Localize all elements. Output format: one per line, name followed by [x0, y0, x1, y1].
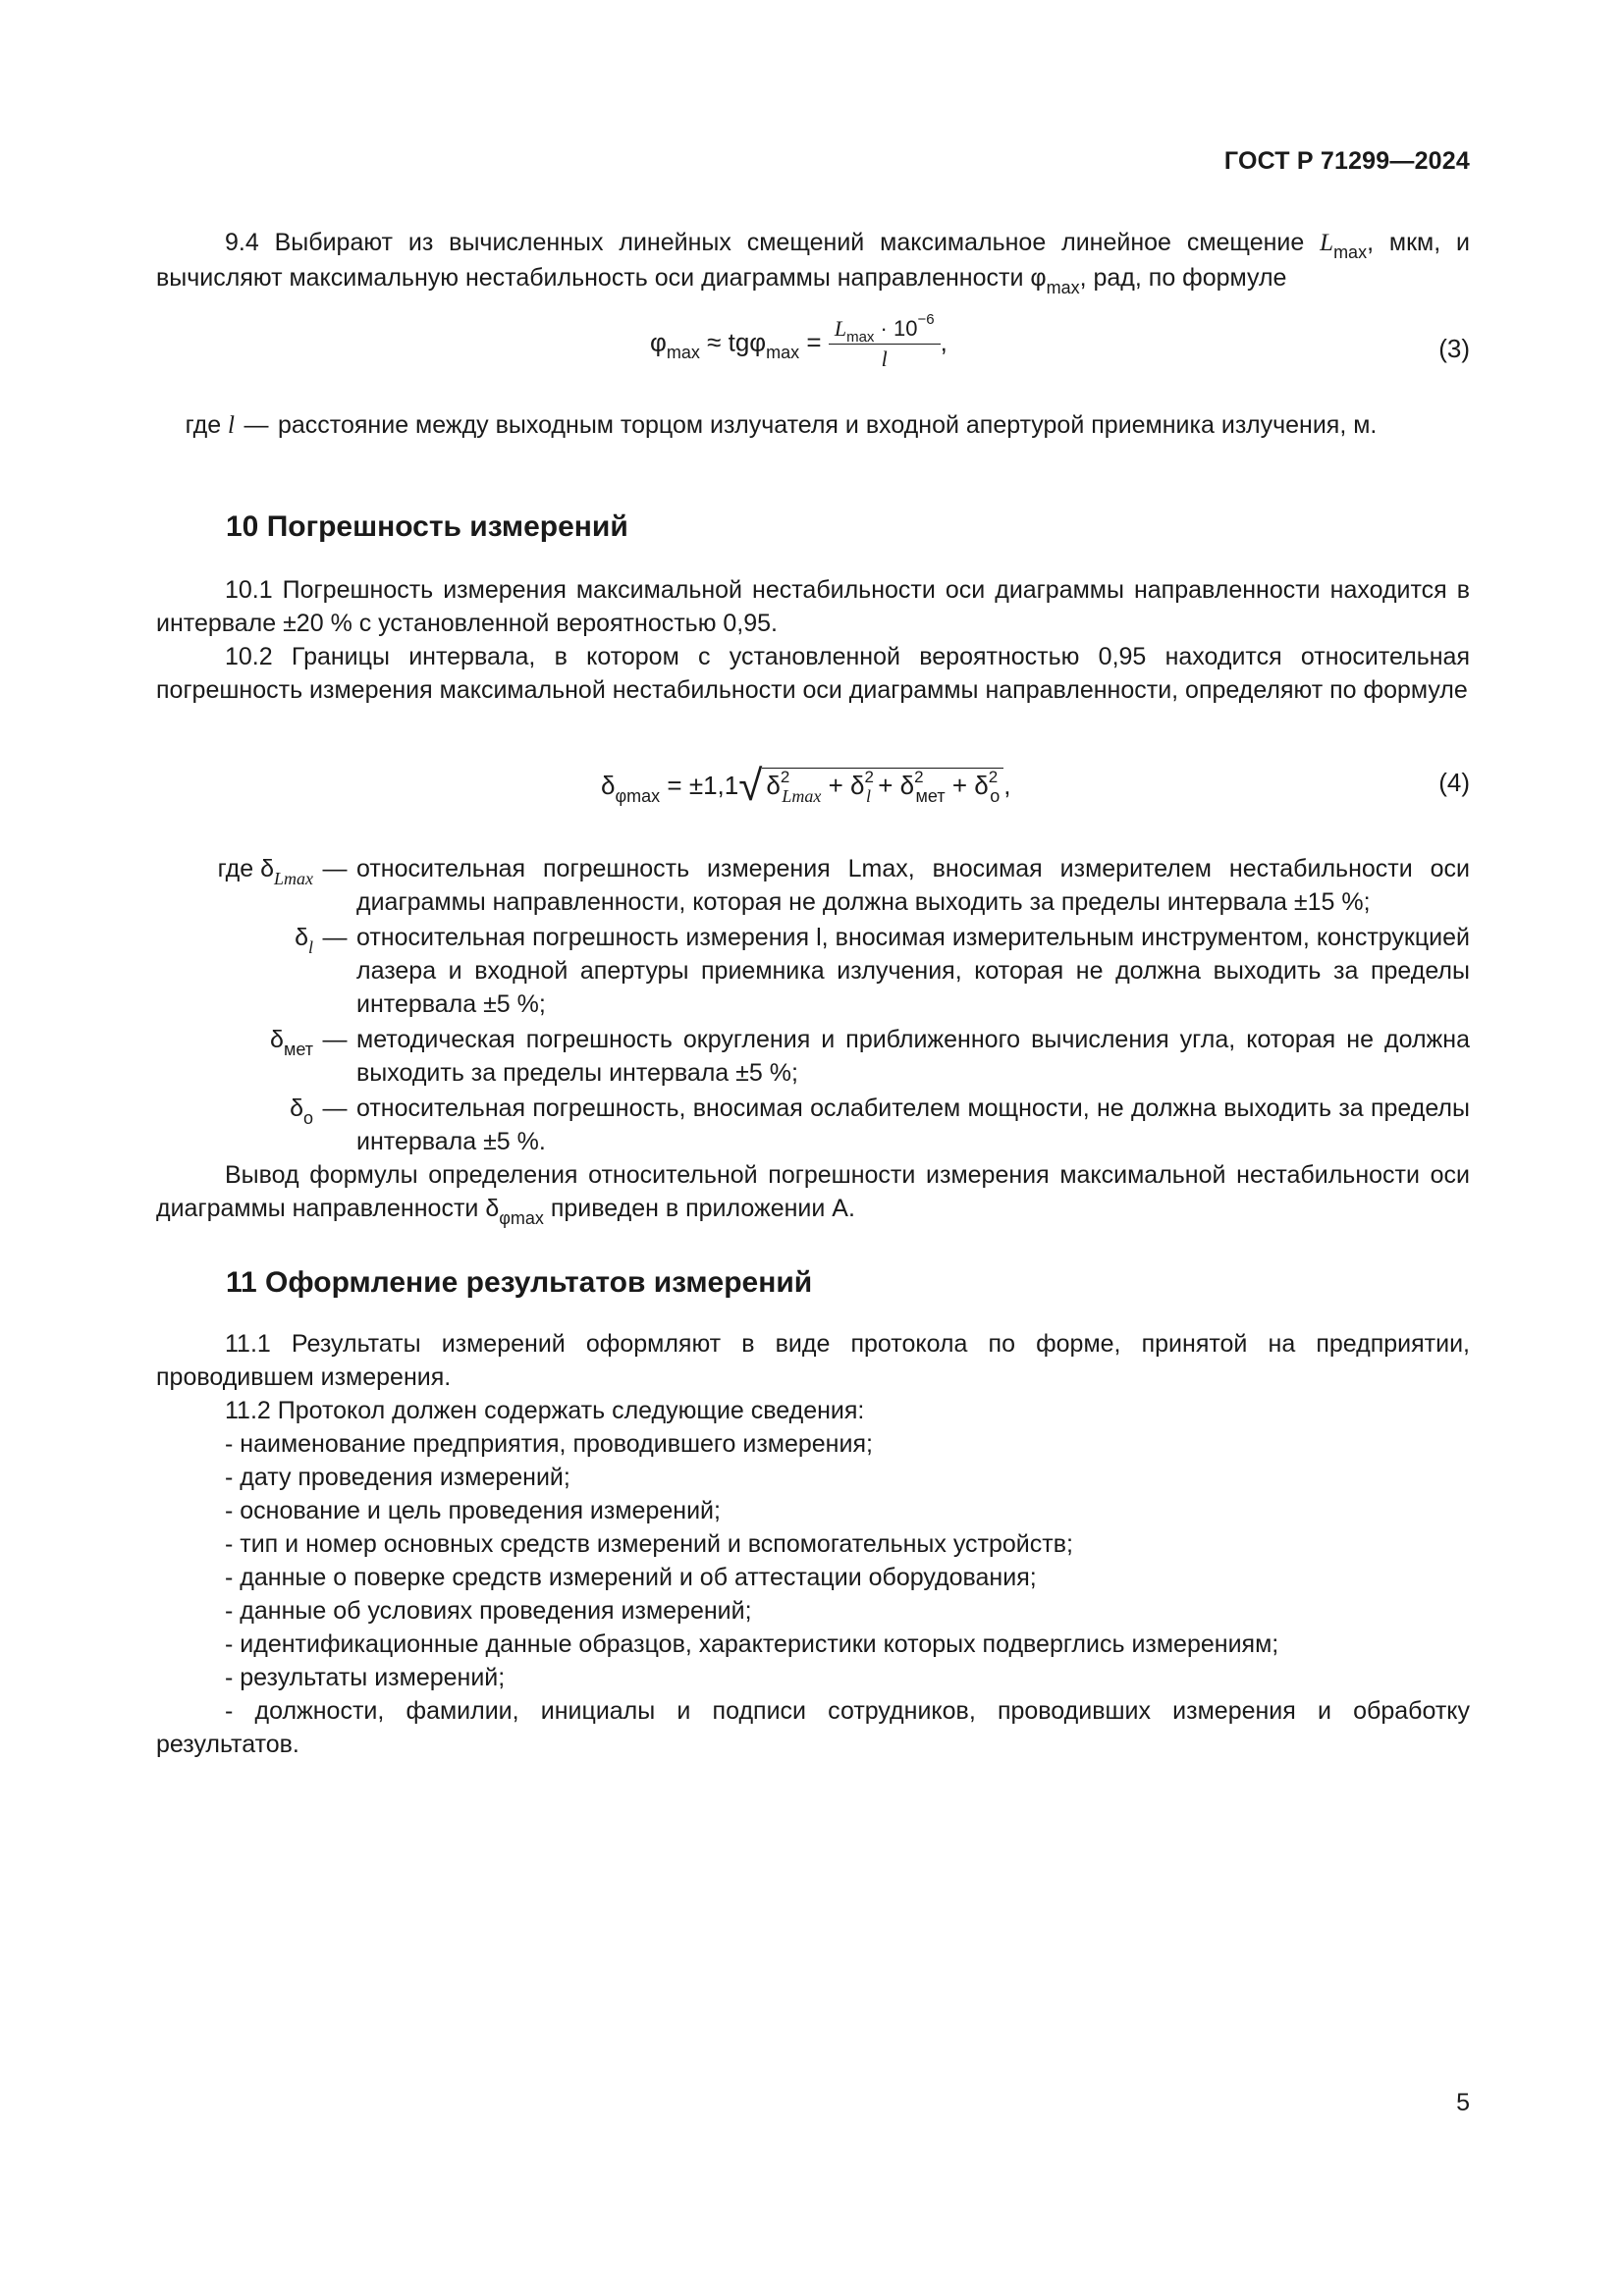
f3-fraction [829, 311, 941, 372]
f3-eq: = [806, 327, 822, 357]
where-4-delta-1: δ [260, 855, 274, 882]
f4-plus3: + δ [951, 771, 989, 800]
where-4-text-1: относительная погрешность измерения Lmax, вносимая измерителем нестабильности оси диаграммы направленности, которая не должна выходить за пределы интервала ±15 %; [356, 855, 1470, 916]
paragraph-derivation [156, 1158, 1470, 1227]
f3-denominator: l [881, 347, 888, 371]
where-block-4 [156, 852, 1470, 1160]
f4-d2-sq: 2 [864, 768, 874, 786]
p9-4-text-c: , рад, по формуле [1079, 264, 1287, 292]
derivation-text-a: Вывод формулы определения относительной погрешности измерения максимальной нестабильности оси диаграммы направленности [156, 1161, 1470, 1222]
f4-d3-sq: 2 [914, 768, 924, 786]
where-4-row-3 [156, 1023, 1470, 1090]
formula-4 [601, 756, 1011, 810]
where-3-prefix: где [185, 411, 229, 439]
where-3-row [156, 408, 1470, 443]
where-4-text-3: методическая погрешность округления и приближенного вычисления угла, которая не должна выходить за пределы интервала ±5 %; [356, 1026, 1470, 1087]
paragraph-11-1: 11.1 Результаты измерений оформляют в виде протокола по форме, принятой на предприятии, проводившем измерения. [156, 1330, 1470, 1391]
section-10-title: 10 Погрешность измерений [226, 510, 628, 543]
f4-d2-sub: l [865, 786, 871, 806]
f4-d4-sq: 2 [988, 768, 999, 786]
paragraph-11-2: 11.2 Протокол должен содержать следующие сведения: [225, 1397, 865, 1424]
where-4-row-1 [156, 852, 1470, 919]
f4-d1: δ [766, 771, 781, 800]
paragraph-9-4 [156, 226, 1470, 296]
f4-comma: , [1003, 771, 1011, 800]
p9-4-text-a: 9.4 Выбирают из вычисленных линейных смещений максимальное линейное смещение [225, 229, 1321, 256]
f3-num-rest: · 10 [874, 316, 918, 341]
where-block-3 [156, 408, 1470, 445]
list-item: - тип и номер основных средств измерений и вспомогательных устройств; [225, 1530, 1073, 1558]
where-4-term-1 [156, 852, 313, 919]
p9-4-L: L [1320, 230, 1334, 256]
f3-comma: , [940, 327, 947, 357]
f3-lhs-sub: max [666, 343, 700, 363]
f3-lhs-phi: φ [650, 327, 667, 357]
f4-d1-sub: Lmax [782, 786, 822, 806]
f4-plus1: + δ [828, 771, 865, 800]
where-4-delta-4: δ [290, 1095, 303, 1122]
p9-4-phi-sub: max [1046, 278, 1080, 297]
f4-lhs-sub: φmax [615, 786, 661, 806]
paragraph-10-2: 10.2 Границы интервала, в котором с установленной вероятностью 0,95 находится относительная погрешность измерения максимальной нестабильности оси диаграммы направленности, определяют по формуле [156, 643, 1470, 704]
where-4-term-2 [156, 921, 313, 1021]
p9-4-max-sub: max [1333, 242, 1368, 262]
list-item: - результаты измерений; [225, 1664, 506, 1691]
p9-4-text-b: , мкм, и вычисляют максимальную нестабильность оси диаграммы направленности [156, 229, 1470, 292]
f3-approx: ≈ tg [707, 327, 750, 357]
protocol-list [156, 1427, 1470, 1761]
p9-4-phi: φ [1030, 264, 1047, 292]
where-4-delta-2: δ [295, 924, 308, 951]
list-item: - основание и цель проведения измерений; [225, 1497, 721, 1524]
where-4-sub-1: Lmax [274, 869, 313, 888]
where-3-symbol: l [228, 412, 235, 439]
where-4-sub-2: l [307, 937, 313, 957]
f4-d4-sub: о [990, 786, 1001, 806]
where-4-row-4 [156, 1092, 1470, 1158]
list-item: - наименование предприятия, проводившего измерения; [225, 1430, 873, 1458]
where-4-term-4 [156, 1092, 313, 1158]
f4-sqrt-icon: √ [738, 762, 763, 810]
where-3-dash: — [244, 411, 269, 439]
formula-3-number: (3) [1438, 334, 1470, 363]
formula-4-number: (4) [1438, 768, 1470, 797]
where-4-text-2: относительная погрешность измерения l, вносимая измерительным инструментом, конструкцией лазера и входной апертуры приемника излучения, которая не должна выходить за пределы интервала ±5 %; [356, 924, 1470, 1018]
f4-lhs-delta: δ [601, 771, 616, 800]
where-3-term [156, 408, 235, 443]
where-4-dash-4: — [322, 1095, 348, 1122]
paragraph-10-1: 10.1 Погрешность измерения максимальной нестабильности оси диаграммы направленности находится в интервале ±20 % с установленной вероятностью 0,95. [156, 576, 1470, 637]
where-4-dash-2: — [322, 924, 348, 951]
where-4-delta-3: δ [270, 1026, 284, 1053]
f4-rhs: = ±1,1 [667, 771, 739, 800]
where-4-dash-1: — [322, 855, 348, 882]
f4-d3-sub: мет [915, 786, 946, 806]
where-3-text: расстояние между выходным торцом излучателя и входной апертурой приемника излучения, м. [278, 411, 1378, 439]
f3-mid-phi: φ [749, 327, 767, 357]
f4-plus2: + δ [878, 771, 915, 800]
derivation-text-b: приведен в приложении А. [543, 1195, 855, 1222]
where-4-dash-3: — [322, 1026, 348, 1053]
where-4-term-3 [156, 1023, 313, 1090]
formula-3 [650, 311, 947, 372]
derivation-delta: δ [485, 1195, 500, 1222]
where-4-text-4: относительная погрешность, вносимая ослабителем мощности, не должна выходить за пределы интервала ±5 %. [356, 1095, 1470, 1155]
f3-mid-sub: max [766, 343, 800, 363]
list-item: - должности, фамилии, инициалы и подписи сотрудников, проводивших измерения и обработку результатов. [156, 1697, 1470, 1758]
f4-d1-sq: 2 [780, 768, 790, 786]
list-item: - дату проведения измерений; [225, 1464, 570, 1491]
f4-radicand [762, 768, 1003, 806]
where-4-sub-4: о [302, 1108, 313, 1128]
f3-num-L: L [834, 316, 847, 341]
where-4-row-2 [156, 921, 1470, 1021]
page-number: 5 [1456, 2089, 1470, 2116]
list-item: - данные об условиях проведения измерений; [225, 1597, 752, 1625]
section-11-title: 11 Оформление результатов измерений [226, 1266, 813, 1299]
f3-numerator [829, 311, 941, 346]
derivation-sub: φmax [499, 1208, 544, 1228]
standard-code: ГОСТ Р 71299—2024 [1223, 147, 1470, 175]
where-4-sub-3: мет [283, 1040, 313, 1059]
list-item: - данные о поверке средств измерений и об аттестации оборудования; [225, 1564, 1037, 1591]
f3-num-exp: −6 [917, 311, 935, 328]
where-4-prefix: где [217, 855, 261, 882]
list-item: - идентификационные данные образцов, характеристики которых подверглись измерениям; [225, 1630, 1279, 1658]
f3-num-sub: max [846, 329, 875, 346]
